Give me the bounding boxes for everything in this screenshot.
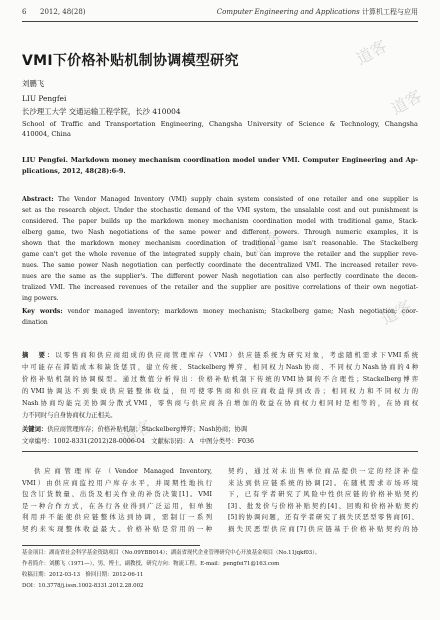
body-line: [3]、批发价与价格补贴契约[4]、回购和价格补贴契约	[228, 501, 418, 510]
watermark: 道客	[117, 416, 156, 449]
author-cn: 刘鹏飞	[22, 79, 45, 88]
body-line: 供应商管理库存（Vendor Managed Inventory,	[34, 467, 212, 475]
doi: DOI：10.3778/j.issn.1002-8331.2012.28.002	[22, 583, 144, 589]
watermark: 道客	[387, 86, 426, 119]
abstract-cn-label: 摘 要：	[22, 352, 56, 359]
author-en: LIU Pengfei	[22, 94, 67, 103]
abstract-label: Abstract:	[22, 196, 54, 203]
affiliation-en-cont: 410004, China	[22, 130, 71, 138]
footnote-rule	[22, 545, 200, 546]
body-column-right	[228, 466, 418, 536]
citation-en: LIU Pengfei. Markdown money mechanism coordination model under VMI. Computer Engineering and Ap-	[22, 156, 418, 164]
citation-en-cont: plications, 2012, 48(28):6-9.	[22, 167, 126, 175]
affiliation-en: School of Traffic and Transportation Engineering, Changsha University of Science & Technology, Changsha	[22, 120, 418, 128]
journal-name-cn: 计算机工程与应用	[362, 8, 418, 16]
paper-title: VMI下价格补贴机制协调模型研究	[22, 53, 239, 69]
watermark: 道客	[247, 226, 286, 259]
abstract-line: game can't get the whole revenue of the integrated supply chain, but can improve the retailer and the supplier reve-	[22, 251, 418, 258]
body-line: 契约来实现整体收益最大。价格补贴是常用的一种	[22, 524, 212, 533]
keywords-cn-text: 供应商管理库存；价格补贴机制；Stackelberg博弈；Nash协商；协调	[47, 426, 248, 433]
abstract-line: ing powers.	[22, 295, 59, 302]
body-line: 利用并不能使供应链整体达到协调，需制订一系列	[22, 513, 212, 522]
article-ids: 文章编号：1002-8331(2012)28-0006-04 文献标识码：A 中图分类号：F036	[22, 438, 254, 445]
abstract-line: considered. The paper builds up the markdown money mechanism coordination model with traditional game, Stack-	[22, 218, 418, 225]
keywords-cn-label: 关键词：	[22, 426, 48, 433]
abstract-cn-text: 以零售商和供应商组成的供应商管理库存（VMI）供应链系统为研究对象，考虑随机需求下VMI系统	[55, 352, 419, 359]
abstract-rule	[22, 451, 418, 452]
abstract-cn-line	[22, 351, 418, 362]
header-rule	[22, 21, 418, 22]
watermark: 道客	[377, 296, 416, 329]
body-line: 包含订货数量、出货及相关作业的补货决策[1]。VMI	[22, 490, 212, 499]
watermark: 道客	[352, 36, 391, 69]
abstract-line: shown that the markdown money mechanism coordination of traditional game isn't reasonable. The Stackelberg	[22, 240, 418, 247]
abstract-cn-line: 力不同时与自身协商权力正相关。	[22, 412, 117, 419]
keywords-cn	[22, 425, 418, 436]
received-date: 收稿日期：2012-03-13 修回日期：2012-06-11	[22, 572, 144, 578]
abstract-line	[22, 195, 418, 206]
journal-name	[217, 6, 418, 18]
author-bio: 作者简介：刘鹏飞（1971—），男，博士，副教授，研究方向：物流工程。E-mail：pengfei71@163.com	[22, 561, 280, 567]
abstract-cn-line: Nash协商均能完美协调分散式VMI，零售商与供应商各自增加的收益在协商权力相同时是相等的，在协商权	[22, 400, 418, 407]
abstract-line: tralized VMI. The increased revenues of the retailer and the supplier are positive correlations of their own negotiat-	[22, 284, 418, 291]
journal-name-en: Computer Engineering and Applications	[216, 8, 360, 16]
body-column-left	[22, 466, 212, 536]
body-line: 下，已有学者研究了风险中性供应链的价格补贴契约	[228, 490, 418, 499]
page-number: 6	[22, 8, 27, 16]
abstract-text: The Vendor Managed Inventory (VMI) supply chain system consisted of one retailer and one supplier is	[57, 196, 419, 203]
keywords-en	[22, 307, 418, 318]
year-issue: 2012, 48(28)	[40, 8, 86, 16]
running-header	[22, 6, 418, 18]
abstract-line: elberg game, two Nash negotiations of the same power and different powers. Through numeric examples, it is	[22, 229, 418, 236]
abstract-line: set as the research object. Under the stochastic demand of the VMI system, the unsalable cost and out punishment is	[22, 207, 418, 214]
funding-note: 基金项目：湖南省社会科学基金资助项目（No.09YBB014）；湖南省现代企业管理研究中心开放基金项目（No.11jqkf03）。	[22, 550, 321, 556]
abstract-cn-line: 价格补贴机制的协调模型。通过数值分析得出：价格补贴机制下传统的VMI协调的不合理性；Stackelberg博弈	[22, 376, 418, 383]
keywords-text: vendor managed inventory; markdown money mechanism; Stackelberg game; Nash negotiation; coor-	[67, 308, 418, 315]
affiliation-cn: 长沙理工大学 交通运输工程学院，长沙 410004	[22, 107, 181, 116]
abstract-cn-line: 的VMI协调达不到集成供应链整体收益，但可使零售商和供应商收益得到改善；相同权力和不同权力的	[22, 388, 418, 395]
keywords-en-cont: dination	[22, 319, 48, 326]
body-line: VMI）由供应商监控用户库存水平，并周期性地执行	[22, 478, 212, 487]
body-line: 损失厌恶型供应商[7]供应链基于价格补贴契约的协	[228, 524, 418, 533]
body-line: [5]的协调问题，还有学者研究了损失厌恶型零售商[6]、	[228, 513, 418, 522]
body-line: 来达到供应链系统的协调[2]。在随机需求市场环境	[228, 478, 418, 487]
abstract-line: nues. The same power Nash negotiation can perfectly coordinate the decentralized VMI. The increased retailer reve-	[22, 262, 418, 269]
abstract-line: nues are the same as the supplier's. The different power Nash negotiation can also perfectly coordinate the decen-	[22, 273, 418, 280]
abstract-cn-line: 中可能存在滞销成本和缺货惩罚，建立传统、Stackelberg博弈、相同权力Nash协商、不同权力Nash协商的4种	[22, 364, 418, 371]
body-line: 是一种合作方式，在各行各业得到广泛运用，但单独	[22, 501, 212, 510]
body-line: 契约，通过对未出售单位商品提供一定的经济补偿	[228, 467, 418, 475]
keywords-label: Key words:	[22, 308, 63, 315]
